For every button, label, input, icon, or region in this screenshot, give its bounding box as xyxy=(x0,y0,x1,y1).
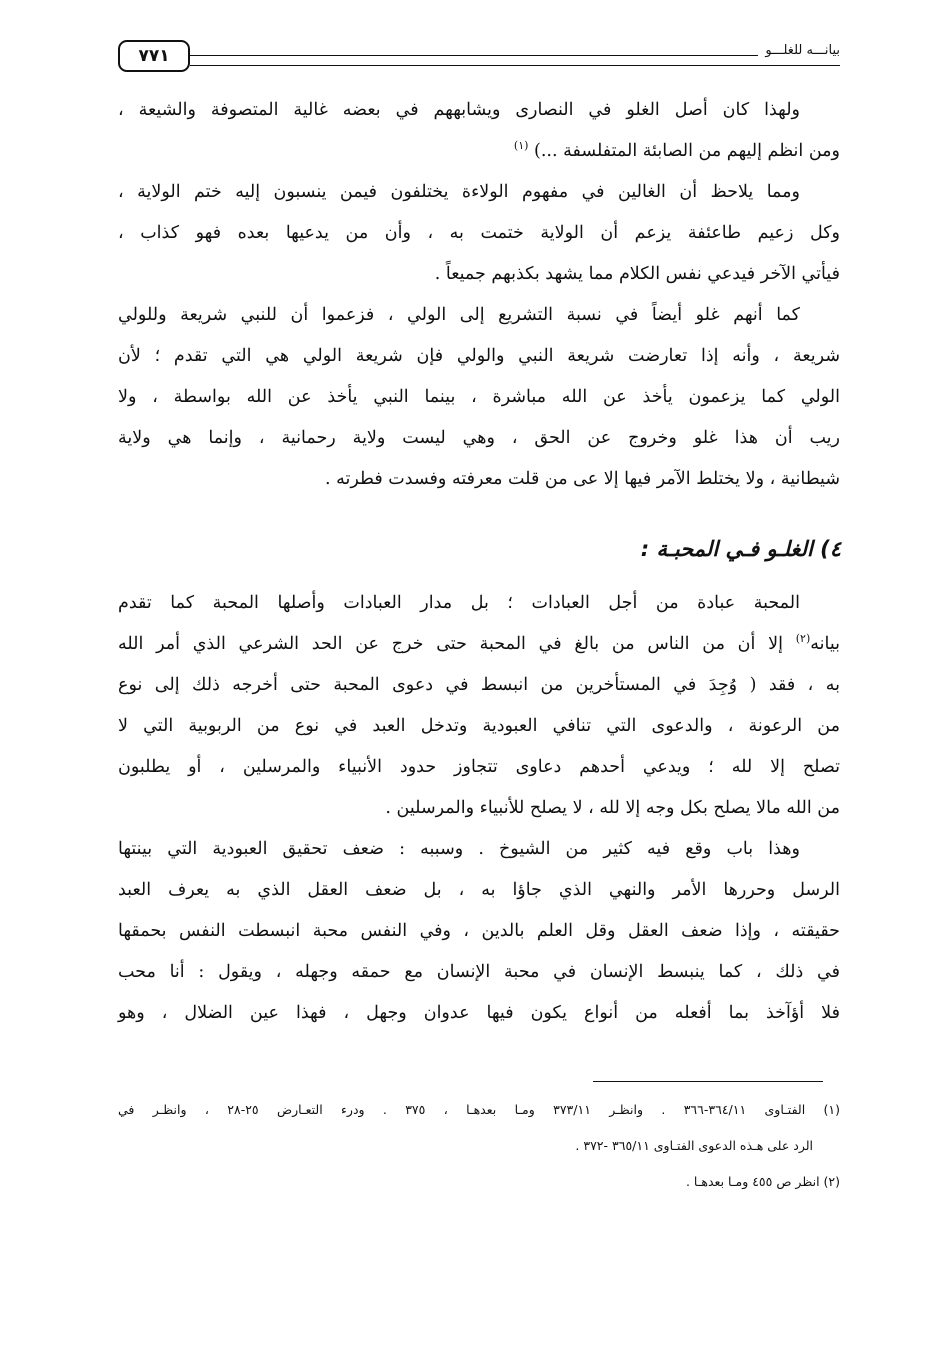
text-line: حقيقته ، وإذا ضعف العقل وقل العلم بالدين ، وفي النفس محبة انبسطت النفس بحمقها xyxy=(118,921,840,941)
section-2 xyxy=(118,583,840,1034)
text-line: ومما يلاحظ أن الغالين في مفهوم الولاءة يختلفون فيمن ينسبون إليه ختم الولاية ، xyxy=(118,182,800,202)
text-line: شيطانية ، ولا يختلط الآمر فيها إلا عى من قلت معرفته وفسدت فطرته . xyxy=(324,469,840,489)
text-line: تصلح إلا لله ؛ ويدعي أحدهم دعاوى تتجاوز حدود الأنبياء والمرسلين ، أو يطلبون xyxy=(118,757,840,777)
page-number-box xyxy=(118,40,190,72)
footnote-1-line-2: الرد على هـذه الدعوى الفتـاوى ٣٦٥/١١ -٣٧٢ . xyxy=(575,1138,813,1153)
text-line: المحبة عبادة من أجل العبادات ؛ بل مدار العبادات وأصلها المحبة كما تقدم xyxy=(118,593,800,613)
footnote-separator xyxy=(593,1081,823,1082)
text-line: به ، فقد ( وُجِدَ في المستأخرين من انبسط في دعوى المحبة حتى أخرجه ذلك إلى نوع xyxy=(118,675,840,695)
text-line: فلا أؤآخذ بما أفعله من أنواع يكون فيها عدوان وجهل ، فهذا عين الضلال ، وهو xyxy=(118,1003,840,1023)
section-1 xyxy=(118,90,840,500)
text-line: الولي كما يزعمون يأخذ عن الله مباشرة ، بينما النبي يأخذ عن الله بواسطة ، ولا xyxy=(118,387,840,407)
text-line: من الله مالا يصلح بكل وجه إلا لله ، لا يصلح للأنبياء والمرسلين . xyxy=(385,798,840,818)
text-line: كما أنهم غلو أيضاً في نسبة التشريع إلى الولي ، فزعموا أن للنبي شريعة وللولي xyxy=(118,305,800,325)
footnote-1-line-1: (١) الفتـاوى ٣٦٤/١١-٣٦٦ . وانظـر ٣٧٣/١١ ومـا بعدهـا ، ٣٧٥ . ودرء التعـارض ٢٥-٢٨ ، وانظـر في xyxy=(118,1102,841,1117)
text-line: الرسل وحررها الأمر والنهي الذي جاؤا به ، بل ضعف العقل الذي به يعرف العبد xyxy=(118,880,840,900)
text-line: من الرعونة ، والدعوى التي تنافي العبودية وتدخل العبد في نوع من الربوبية التي لا xyxy=(118,716,840,736)
header-rule-top xyxy=(190,55,758,56)
text-line: وكل زعيم طاعئفة يزعم أن الولاية ختمت به ، وأن من يدعيها بعده فهو كذاب ، xyxy=(118,223,840,243)
text-line: بيانه$^{(٢)}$ إلا أن من الناس من بالغ في المحبة حتى خرج عن الحد الشرعي الذي أمر الله xyxy=(118,632,840,654)
footnote-ref-2: (٢) xyxy=(795,632,811,646)
page-header xyxy=(118,40,840,76)
text-line: وهذا باب وقع فيه كثير من الشيوخ . وسببه : ضعف تحقيق العبودية التي بينتها xyxy=(118,839,800,859)
header-rule-bottom xyxy=(190,65,840,66)
section-heading: ٤) الغلـو فـي المحبـة : xyxy=(640,537,841,561)
footnote-ref-1: (١) xyxy=(513,139,529,153)
text-line: في ذلك ، كما ينبسط الإنسان في محبة الإنسان مع حمقه وجهله ، ويقول : أنا محب xyxy=(118,962,840,982)
text-line: ريب أن هذا غلو وخروج عن الحق ، وهي ليست ولاية رحمانية ، وإنما هي ولاية xyxy=(118,428,840,448)
text-line: ولهذا كان أصل الغلو في النصارى ويشابههم في بعضه غالية المتصوفة والشيعة ، xyxy=(118,100,800,120)
footnotes xyxy=(118,1095,840,1203)
running-title: بيانـــه للغلـــو xyxy=(765,43,840,58)
page-number: ٧٧١ xyxy=(138,46,170,66)
text-line: شريعة ، وأنه إذا تعارضت شريعة النبي والولي فإن شريعة الولي هي التي تقدم ؛ لأن xyxy=(118,346,840,366)
text-line: فيأتي الآخر فيدعي نفس الكلام مما يشهد بكذبهم جميعاً . xyxy=(434,264,840,284)
text-line: ومن انظم إليهم من الصابئة المتفلسفة ...) $^{(١)}$ xyxy=(513,139,840,161)
footnote-2: (٢) انظر ص ٤٥٥ ومـا بعدهـا . xyxy=(685,1174,840,1189)
